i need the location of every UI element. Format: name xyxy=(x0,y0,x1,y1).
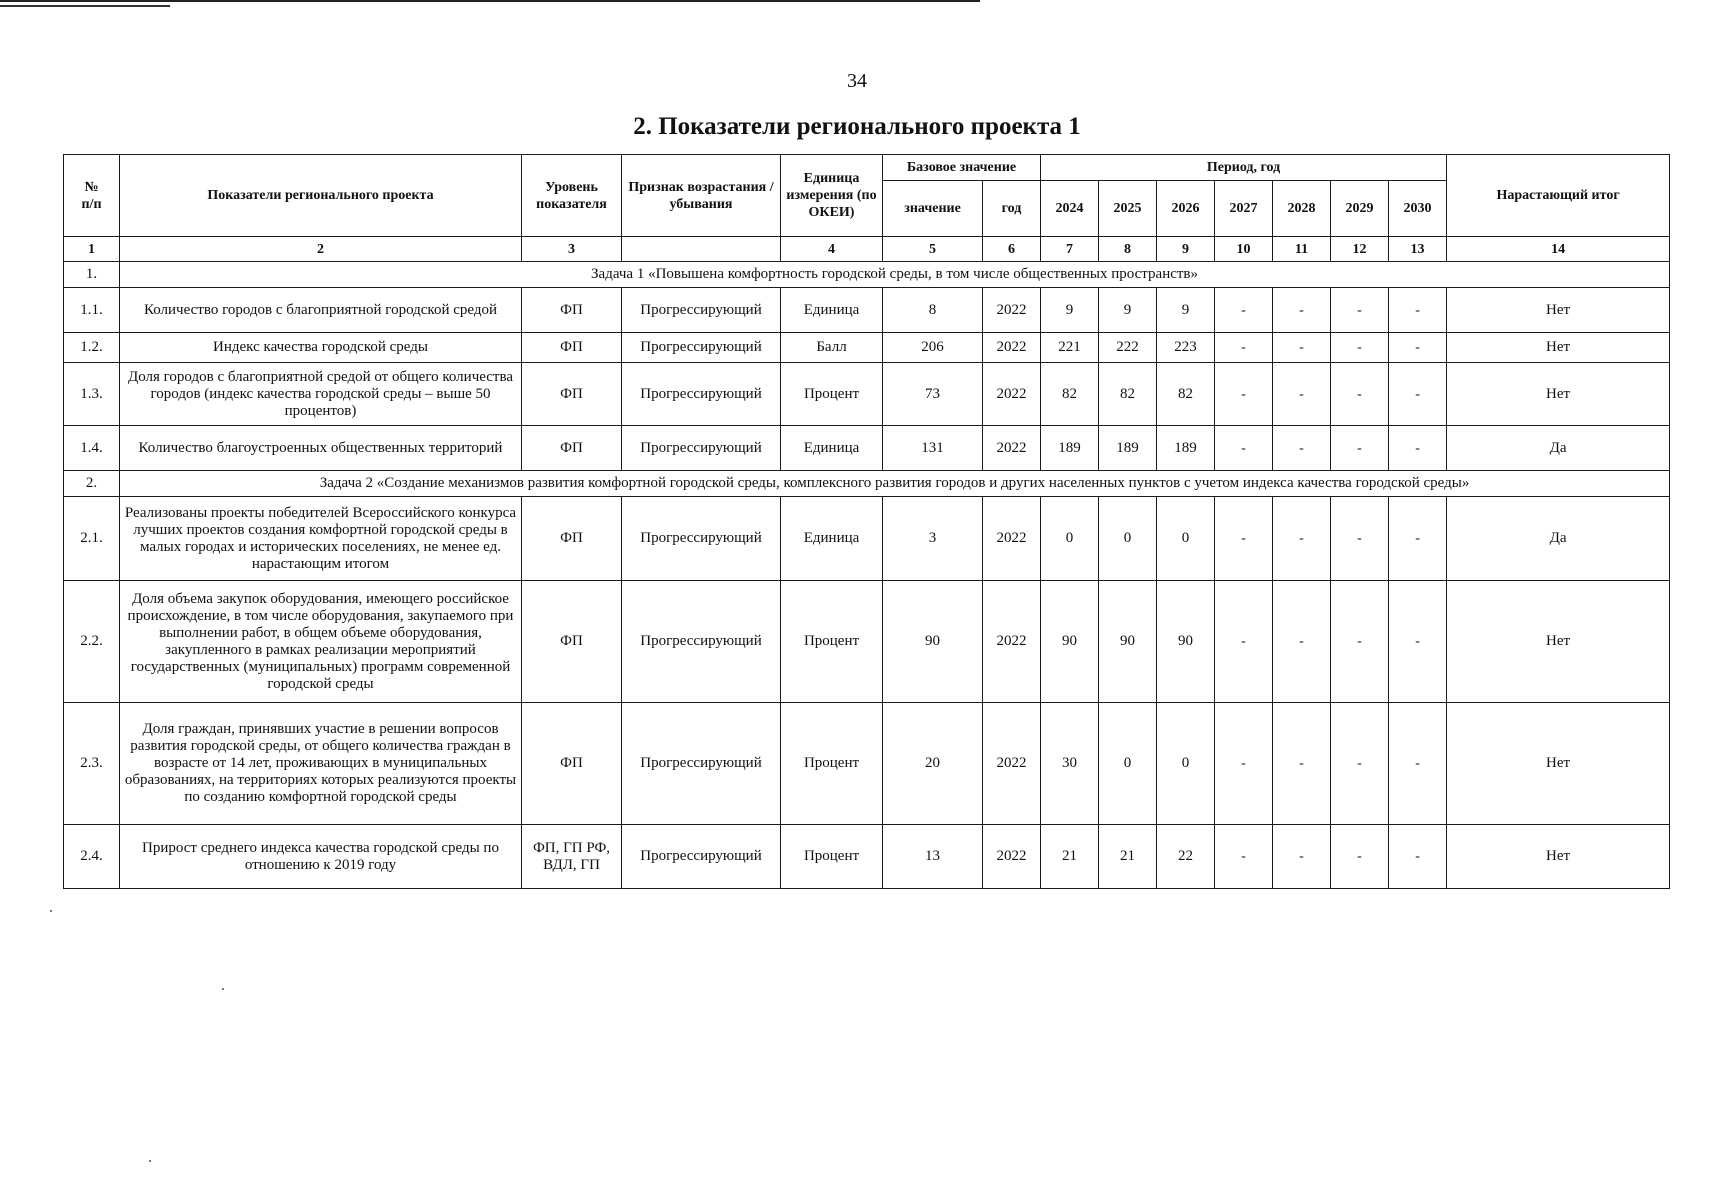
indicator-unit: Процент xyxy=(781,363,883,426)
value-2029: - xyxy=(1331,581,1389,703)
task-row xyxy=(64,471,1670,497)
column-number: 9 xyxy=(1157,237,1215,262)
value-2028: - xyxy=(1273,497,1331,581)
value-2028: - xyxy=(1273,333,1331,363)
header-year: 2027 xyxy=(1215,181,1273,237)
indicator-name: Доля городов с благоприятной средой от общего количества городов (индекс качества городской среды – выше 50 процентов) xyxy=(120,363,522,426)
header-base: Базовое значение xyxy=(883,155,1041,181)
value-2030: - xyxy=(1389,333,1447,363)
table-row xyxy=(64,363,1670,426)
column-number: 11 xyxy=(1273,237,1331,262)
indicator-unit: Единица xyxy=(781,426,883,471)
value-2028: - xyxy=(1273,703,1331,825)
header-cumulative: Нарастающий итог xyxy=(1447,155,1670,237)
value-2025: 189 xyxy=(1099,426,1157,471)
value-2026: 223 xyxy=(1157,333,1215,363)
indicator-trend: Прогрессирующий xyxy=(622,288,781,333)
column-number-row xyxy=(64,237,1670,262)
value-2026: 9 xyxy=(1157,288,1215,333)
column-number: 5 xyxy=(883,237,983,262)
base-value: 90 xyxy=(883,581,983,703)
cumulative-total: Да xyxy=(1447,497,1670,581)
base-year: 2022 xyxy=(983,426,1041,471)
indicator-trend: Прогрессирующий xyxy=(622,703,781,825)
value-2024: 90 xyxy=(1041,581,1099,703)
value-2027: - xyxy=(1215,825,1273,889)
table-row xyxy=(64,703,1670,825)
value-2028: - xyxy=(1273,581,1331,703)
header-trend: Признак возрастания / убывания xyxy=(622,155,781,237)
page-number: 34 xyxy=(847,70,867,92)
table-row xyxy=(64,497,1670,581)
column-number: 1 xyxy=(64,237,120,262)
table-row xyxy=(64,581,1670,703)
indicators-table xyxy=(63,154,1670,889)
column-number: 12 xyxy=(1331,237,1389,262)
column-number: 13 xyxy=(1389,237,1447,262)
task-number: 1. xyxy=(64,262,120,288)
column-number: 4 xyxy=(781,237,883,262)
value-2030: - xyxy=(1389,288,1447,333)
cumulative-total: Нет xyxy=(1447,333,1670,363)
row-number: 2.3. xyxy=(64,703,120,825)
header-year: 2024 xyxy=(1041,181,1099,237)
base-year: 2022 xyxy=(983,333,1041,363)
base-value: 13 xyxy=(883,825,983,889)
value-2026: 82 xyxy=(1157,363,1215,426)
base-year: 2022 xyxy=(983,703,1041,825)
value-2027: - xyxy=(1215,426,1273,471)
indicator-name: Реализованы проекты победителей Всероссийского конкурса лучших проектов создания комфортной городской среды в малых городах и исторических поселениях, не менее ед. нарастающим итогом xyxy=(120,497,522,581)
value-2027: - xyxy=(1215,497,1273,581)
row-number: 1.4. xyxy=(64,426,120,471)
value-2024: 221 xyxy=(1041,333,1099,363)
column-number: 6 xyxy=(983,237,1041,262)
scan-speck xyxy=(149,1160,151,1162)
value-2027: - xyxy=(1215,288,1273,333)
value-2025: 21 xyxy=(1099,825,1157,889)
value-2030: - xyxy=(1389,703,1447,825)
value-2028: - xyxy=(1273,426,1331,471)
value-2028: - xyxy=(1273,825,1331,889)
row-number: 2.1. xyxy=(64,497,120,581)
indicator-level: ФП xyxy=(522,703,622,825)
cumulative-total: Нет xyxy=(1447,363,1670,426)
column-number xyxy=(622,237,781,262)
indicator-level: ФП xyxy=(522,288,622,333)
indicator-name: Индекс качества городской среды xyxy=(120,333,522,363)
value-2029: - xyxy=(1331,288,1389,333)
task-number: 2. xyxy=(64,471,120,497)
value-2026: 189 xyxy=(1157,426,1215,471)
header-year: 2029 xyxy=(1331,181,1389,237)
value-2027: - xyxy=(1215,703,1273,825)
header-year: 2026 xyxy=(1157,181,1215,237)
value-2027: - xyxy=(1215,333,1273,363)
value-2030: - xyxy=(1389,426,1447,471)
value-2025: 0 xyxy=(1099,497,1157,581)
cumulative-total: Нет xyxy=(1447,703,1670,825)
header-base-value: значение xyxy=(883,181,983,237)
indicator-level: ФП xyxy=(522,426,622,471)
value-2025: 0 xyxy=(1099,703,1157,825)
scan-speck xyxy=(222,988,224,990)
indicator-name: Количество городов с благоприятной городской средой xyxy=(120,288,522,333)
indicator-name: Доля объема закупок оборудования, имеющего российское происхождение, в том числе оборудования, закупаемого при выполнении работ, в общем объеме оборудования, закупленного в рамках реализации мероприятий государственных (муниципальных) программ современной городской среды xyxy=(120,581,522,703)
indicator-name: Количество благоустроенных общественных территорий xyxy=(120,426,522,471)
table-header xyxy=(64,155,1670,237)
value-2028: - xyxy=(1273,363,1331,426)
indicator-unit: Единица xyxy=(781,288,883,333)
header-indicator: Показатели регионального проекта xyxy=(120,155,522,237)
indicator-trend: Прогрессирующий xyxy=(622,426,781,471)
page-title: 2. Показатели регионального проекта 1 xyxy=(633,113,1081,140)
value-2024: 21 xyxy=(1041,825,1099,889)
indicator-trend: Прогрессирующий xyxy=(622,581,781,703)
header-year: 2030 xyxy=(1389,181,1447,237)
indicator-trend: Прогрессирующий xyxy=(622,497,781,581)
value-2029: - xyxy=(1331,333,1389,363)
row-number: 2.2. xyxy=(64,581,120,703)
indicator-level: ФП, ГП РФ, ВДЛ, ГП xyxy=(522,825,622,889)
indicator-trend: Прогрессирующий xyxy=(622,825,781,889)
base-value: 131 xyxy=(883,426,983,471)
value-2025: 82 xyxy=(1099,363,1157,426)
column-number: 3 xyxy=(522,237,622,262)
value-2025: 222 xyxy=(1099,333,1157,363)
cumulative-total: Нет xyxy=(1447,288,1670,333)
table-row xyxy=(64,288,1670,333)
value-2024: 9 xyxy=(1041,288,1099,333)
column-number: 2 xyxy=(120,237,522,262)
indicator-unit: Процент xyxy=(781,703,883,825)
column-number: 10 xyxy=(1215,237,1273,262)
table-row xyxy=(64,426,1670,471)
column-number: 7 xyxy=(1041,237,1099,262)
indicator-name: Прирост среднего индекса качества городской среды по отношению к 2019 году xyxy=(120,825,522,889)
scan-edge-line xyxy=(0,0,980,2)
column-number: 8 xyxy=(1099,237,1157,262)
indicator-level: ФП xyxy=(522,333,622,363)
table-row xyxy=(64,333,1670,363)
value-2025: 90 xyxy=(1099,581,1157,703)
scan-edge-line xyxy=(0,5,170,7)
value-2027: - xyxy=(1215,581,1273,703)
cumulative-total: Нет xyxy=(1447,581,1670,703)
task-title: Задача 1 «Повышена комфортность городской среды, в том числе общественных пространств» xyxy=(120,262,1670,288)
indicator-unit: Единица xyxy=(781,497,883,581)
row-number: 2.4. xyxy=(64,825,120,889)
value-2029: - xyxy=(1331,825,1389,889)
table-row xyxy=(64,825,1670,889)
base-year: 2022 xyxy=(983,288,1041,333)
header-num: № п/п xyxy=(64,155,120,237)
value-2026: 0 xyxy=(1157,703,1215,825)
indicator-unit: Процент xyxy=(781,581,883,703)
cumulative-total: Да xyxy=(1447,426,1670,471)
value-2024: 0 xyxy=(1041,497,1099,581)
header-year: 2025 xyxy=(1099,181,1157,237)
indicator-level: ФП xyxy=(522,363,622,426)
indicator-trend: Прогрессирующий xyxy=(622,333,781,363)
header-period: Период, год xyxy=(1041,155,1447,181)
row-number: 1.2. xyxy=(64,333,120,363)
base-year: 2022 xyxy=(983,497,1041,581)
indicator-unit: Процент xyxy=(781,825,883,889)
row-number: 1.1. xyxy=(64,288,120,333)
value-2024: 82 xyxy=(1041,363,1099,426)
header-unit: Единица измерения (по ОКЕИ) xyxy=(781,155,883,237)
indicator-level: ФП xyxy=(522,581,622,703)
base-value: 206 xyxy=(883,333,983,363)
header-base-year: год xyxy=(983,181,1041,237)
value-2029: - xyxy=(1331,426,1389,471)
value-2026: 90 xyxy=(1157,581,1215,703)
row-number: 1.3. xyxy=(64,363,120,426)
indicator-unit: Балл xyxy=(781,333,883,363)
value-2029: - xyxy=(1331,703,1389,825)
cumulative-total: Нет xyxy=(1447,825,1670,889)
indicator-name: Доля граждан, принявших участие в решении вопросов развития городской среды, от общего количества граждан в возрасте от 14 лет, проживающих в муниципальных образованиях, на территориях которых реализуются проекты по созданию комфортной городской среды xyxy=(120,703,522,825)
value-2024: 189 xyxy=(1041,426,1099,471)
value-2029: - xyxy=(1331,497,1389,581)
header-year: 2028 xyxy=(1273,181,1331,237)
value-2026: 22 xyxy=(1157,825,1215,889)
column-number: 14 xyxy=(1447,237,1670,262)
value-2025: 9 xyxy=(1099,288,1157,333)
value-2029: - xyxy=(1331,363,1389,426)
value-2024: 30 xyxy=(1041,703,1099,825)
value-2028: - xyxy=(1273,288,1331,333)
base-value: 73 xyxy=(883,363,983,426)
base-value: 20 xyxy=(883,703,983,825)
base-year: 2022 xyxy=(983,581,1041,703)
indicator-trend: Прогрессирующий xyxy=(622,363,781,426)
base-value: 3 xyxy=(883,497,983,581)
base-value: 8 xyxy=(883,288,983,333)
scan-speck xyxy=(50,910,52,912)
base-year: 2022 xyxy=(983,363,1041,426)
base-year: 2022 xyxy=(983,825,1041,889)
header-level: Уровень показателя xyxy=(522,155,622,237)
indicator-level: ФП xyxy=(522,497,622,581)
task-row xyxy=(64,262,1670,288)
value-2030: - xyxy=(1389,581,1447,703)
value-2030: - xyxy=(1389,497,1447,581)
value-2030: - xyxy=(1389,825,1447,889)
task-title: Задача 2 «Создание механизмов развития комфортной городской среды, комплексного развития городов и других населенных пунктов с учетом индекса качества городской среды» xyxy=(120,471,1670,497)
value-2030: - xyxy=(1389,363,1447,426)
value-2026: 0 xyxy=(1157,497,1215,581)
value-2027: - xyxy=(1215,363,1273,426)
